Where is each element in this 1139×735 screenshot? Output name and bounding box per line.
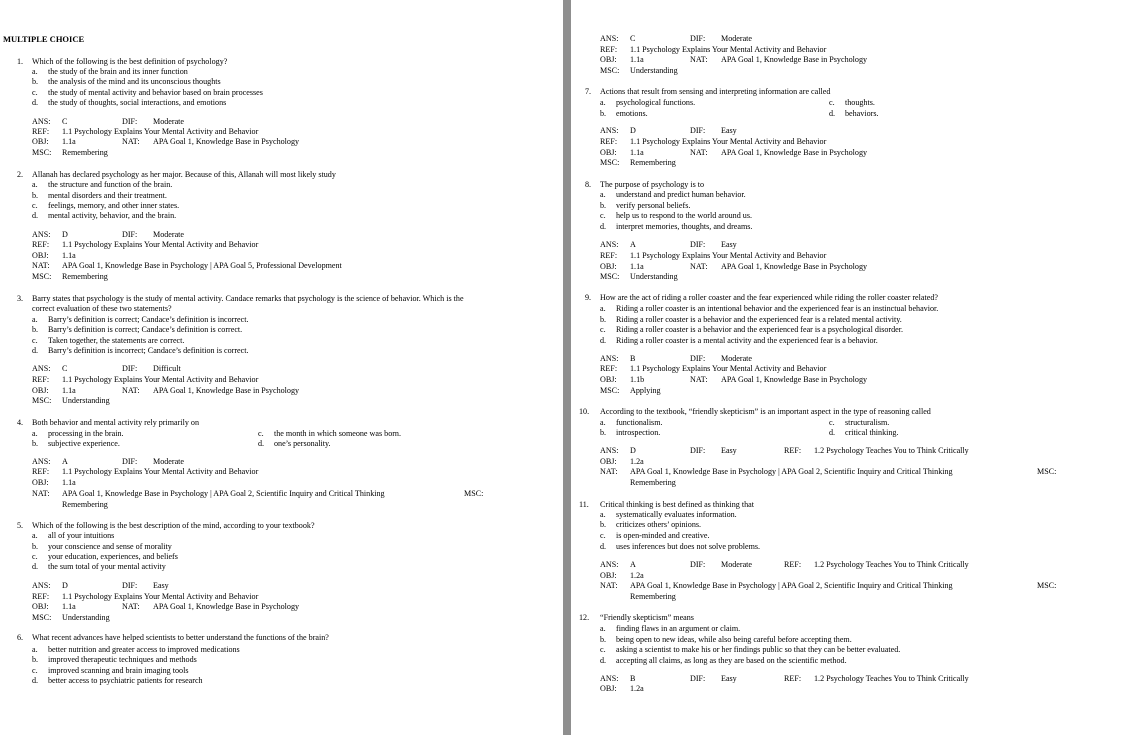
meta-value: 1.2 Psychology Teaches You to Think Critically	[814, 446, 969, 455]
option-text: Riding a roller coaster is a behavior and the experienced fear is a psychological disorder.	[616, 325, 903, 334]
option-letter: a.	[600, 510, 606, 519]
meta-value: APA Goal 1, Knowledge Base in Psychology	[721, 375, 868, 384]
option-letter: c.	[600, 531, 606, 540]
option-text: the study of mental activity and behavior based on brain processes	[48, 88, 263, 97]
meta-label: NAT:	[122, 602, 140, 611]
question-number: 1.	[17, 57, 24, 66]
meta-label: NAT:	[690, 55, 708, 64]
meta-value: 1.1a	[62, 478, 76, 487]
option-letter: b.	[600, 109, 607, 118]
meta-value: Moderate	[153, 230, 185, 239]
meta-value: 1.1 Psychology Explains Your Mental Activity and Behavior	[62, 127, 259, 136]
question-stem: The purpose of psychology is to	[600, 180, 705, 189]
option-letter: c.	[32, 201, 38, 210]
option-letter: d.	[32, 676, 39, 685]
meta-value: C	[62, 117, 68, 126]
option-letter: b.	[600, 428, 607, 437]
meta-value: 1.1 Psychology Explains Your Mental Activity and Behavior	[62, 592, 259, 601]
meta-value: 1.2 Psychology Teaches You to Think Critically	[814, 674, 969, 683]
option-text: your education, experiences, and beliefs	[48, 552, 178, 561]
meta-value: 1.1a	[62, 251, 76, 260]
option-text: the analysis of the mind and its unconscious thoughts	[48, 77, 221, 86]
option-text: Riding a roller coaster is an intentional behavior and the experienced fear is an instinctual behavior.	[616, 304, 939, 313]
meta-value: Moderate	[721, 354, 753, 363]
meta-label: REF:	[600, 364, 618, 373]
question-number: 12.	[579, 613, 590, 622]
meta-value: Moderate	[153, 117, 185, 126]
meta-label: ANS:	[32, 364, 51, 373]
option-text: interpret memories, thoughts, and dreams.	[616, 222, 753, 231]
option-text: understand and predict human behavior.	[616, 190, 746, 199]
meta-label: DIF:	[690, 126, 706, 135]
option-text: mental activity, behavior, and the brain.	[48, 211, 177, 220]
option-letter: d.	[600, 656, 607, 665]
option-text: being open to new ideas, while also being careful before accepting them.	[616, 635, 852, 644]
msc-value: Remembering	[630, 591, 676, 601]
meta-label: REF:	[784, 560, 802, 569]
meta-label: REF:	[32, 375, 50, 384]
meta-value: 1.1a	[630, 148, 644, 157]
meta-label: OBJ:	[600, 457, 617, 466]
meta-label: REF:	[600, 251, 618, 260]
meta-label: REF:	[784, 446, 802, 455]
meta-value: 1.1 Psychology Explains Your Mental Activity and Behavior	[62, 467, 259, 476]
option-text: thoughts.	[845, 98, 875, 107]
question-stem: Allanah has declared psychology as her major. Because of this, Allanah will most likely study	[32, 170, 336, 179]
option-text: is open-minded and creative.	[616, 531, 710, 540]
meta-value: C	[630, 34, 636, 43]
meta-label: MSC:	[600, 158, 620, 167]
meta-label: OBJ:	[600, 571, 617, 580]
option-text: behaviors.	[845, 109, 879, 118]
meta-label: NAT:	[122, 137, 140, 146]
page-separator	[563, 0, 571, 735]
option-text: Barry’s definition is correct; Candace’s definition is correct.	[48, 325, 243, 334]
meta-value: Moderate	[721, 560, 753, 569]
meta-value: Difficult	[153, 364, 181, 373]
meta-label: DIF:	[122, 364, 138, 373]
meta-label: MSC:	[32, 613, 52, 622]
meta-value: D	[630, 126, 636, 135]
option-letter: b.	[600, 635, 607, 644]
option-letter: d.	[32, 211, 39, 220]
meta-label: DIF:	[122, 117, 138, 126]
option-text: Riding a roller coaster is a mental activity and the experienced fear is a behavior.	[616, 336, 878, 345]
meta-value: 1.2a	[630, 571, 644, 580]
option-text: Taken together, the statements are correct.	[48, 336, 185, 345]
meta-value: D	[62, 230, 68, 239]
question-stem: Critical thinking is best defined as thinking that	[600, 500, 754, 509]
option-text: improved scanning and brain imaging tools	[48, 666, 189, 675]
option-letter: a.	[32, 180, 38, 189]
section-heading: MULTIPLE CHOICE	[3, 34, 85, 44]
meta-label: MSC:	[600, 272, 620, 281]
option-text: Barry’s definition is correct; Candace’s definition is incorrect.	[48, 315, 249, 324]
option-letter: b.	[600, 201, 607, 210]
question-stem: Both behavior and mental activity rely primarily on	[32, 418, 200, 427]
option-letter: d.	[600, 542, 607, 551]
option-letter: a.	[32, 645, 38, 654]
meta-label: DIF:	[690, 674, 706, 683]
meta-value: Remembering	[62, 148, 108, 157]
option-letter: d.	[258, 439, 265, 448]
meta-label: MSC:	[32, 396, 52, 405]
option-text: critical thinking.	[845, 428, 899, 437]
option-letter: d.	[600, 336, 607, 345]
meta-value: 1.1 Psychology Explains Your Mental Activity and Behavior	[630, 364, 827, 373]
meta-label: OBJ:	[32, 386, 49, 395]
option-letter: a.	[32, 429, 38, 438]
question-stem: Barry states that psychology is the study of mental activity. Candace remarks that psychology is the science of behavior. Which is the	[32, 294, 464, 303]
meta-value: Understanding	[630, 66, 678, 75]
question-number: 10.	[579, 407, 590, 416]
meta-value: B	[630, 674, 636, 683]
meta-label: ANS:	[600, 560, 619, 569]
meta-value: APA Goal 1, Knowledge Base in Psychology	[153, 137, 300, 146]
option-text: processing in the brain.	[48, 429, 124, 438]
meta-value: 1.2a	[630, 457, 644, 466]
meta-label: ANS:	[600, 34, 619, 43]
meta-label: NAT:	[32, 261, 50, 270]
meta-value: 1.1b	[630, 375, 645, 384]
option-letter: c.	[32, 666, 38, 675]
option-letter: b.	[600, 520, 607, 529]
meta-value: Easy	[721, 446, 737, 455]
question-number: 11.	[579, 500, 589, 509]
question-number: 4.	[17, 418, 24, 427]
meta-value: APA Goal 1, Knowledge Base in Psychology	[721, 262, 868, 271]
question-stem: correct evaluation of these two statements?	[32, 304, 172, 313]
meta-label: ANS:	[600, 126, 619, 135]
meta-value: 1.1 Psychology Explains Your Mental Activity and Behavior	[630, 45, 827, 54]
question-number: 3.	[17, 294, 24, 303]
meta-label: DIF:	[690, 446, 706, 455]
option-letter: a.	[32, 315, 38, 324]
option-letter: c.	[600, 325, 606, 334]
meta-value: APA Goal 1, Knowledge Base in Psychology | APA Goal 2, Scientific Inquiry and Critical Thinking	[62, 489, 385, 498]
meta-label: NAT:	[690, 262, 708, 271]
option-text: emotions.	[616, 109, 648, 118]
option-letter: c.	[32, 88, 38, 97]
meta-value: 1.1a	[630, 55, 644, 64]
meta-value: A	[630, 560, 636, 569]
meta-value: Applying	[630, 386, 661, 395]
option-text: accepting all claims, as long as they are based on the scientific method.	[616, 656, 847, 665]
meta-label: NAT:	[690, 148, 708, 157]
option-text: uses inferences but does not solve problems.	[616, 542, 761, 551]
question-number: 7.	[585, 87, 592, 96]
option-letter: c.	[258, 429, 264, 438]
meta-label: MSC:	[32, 272, 52, 281]
option-text: verify personal beliefs.	[616, 201, 691, 210]
question-number: 9.	[585, 293, 592, 302]
option-letter: a.	[32, 531, 38, 540]
option-text: asking a scientist to make his or her findings public so that they can be better evaluated.	[616, 645, 901, 654]
meta-label: OBJ:	[32, 137, 49, 146]
option-text: Barry’s definition is incorrect; Candace’s definition is correct.	[48, 346, 249, 355]
meta-value: Easy	[721, 674, 737, 683]
msc-label: MSC:	[464, 489, 484, 498]
page-right	[571, 0, 1139, 735]
option-text: one’s personality.	[274, 439, 331, 448]
meta-label: REF:	[32, 127, 50, 136]
option-letter: a.	[600, 98, 606, 107]
meta-value: 1.2 Psychology Teaches You to Think Critically	[814, 560, 969, 569]
question-stem: Actions that result from sensing and interpreting information are called	[600, 87, 831, 96]
meta-label: NAT:	[122, 386, 140, 395]
option-letter: d.	[600, 222, 607, 231]
option-text: the sum total of your mental activity	[48, 562, 166, 571]
meta-label: REF:	[32, 592, 50, 601]
meta-value: 1.1 Psychology Explains Your Mental Activity and Behavior	[630, 251, 827, 260]
meta-value: Understanding	[62, 613, 110, 622]
option-letter: c.	[32, 336, 38, 345]
option-letter: b.	[32, 191, 39, 200]
option-text: mental disorders and their treatment.	[48, 191, 167, 200]
option-text: better access to psychiatric patients for research	[48, 676, 203, 685]
option-letter: c.	[600, 645, 606, 654]
option-letter: d.	[829, 109, 836, 118]
meta-label: REF:	[32, 240, 50, 249]
option-letter: a.	[32, 67, 38, 76]
meta-label: MSC:	[32, 148, 52, 157]
meta-label: ANS:	[32, 117, 51, 126]
option-letter: a.	[600, 190, 606, 199]
meta-label: REF:	[32, 467, 50, 476]
meta-label: DIF:	[690, 354, 706, 363]
meta-value: 1.1a	[62, 137, 76, 146]
page-left	[0, 0, 563, 735]
meta-value: 1.1 Psychology Explains Your Mental Activity and Behavior	[62, 375, 259, 384]
meta-label: DIF:	[122, 457, 138, 466]
option-text: criticizes others’ opinions.	[616, 520, 702, 529]
option-text: feelings, memory, and other inner states.	[48, 201, 180, 210]
option-letter: c.	[829, 418, 835, 427]
msc-label: MSC:	[1037, 581, 1057, 590]
meta-value: D	[630, 446, 636, 455]
meta-value: 1.1 Psychology Explains Your Mental Activity and Behavior	[62, 240, 259, 249]
meta-label: MSC:	[600, 386, 620, 395]
option-text: help us to respond to the world around us.	[616, 211, 753, 220]
meta-label: DIF:	[690, 240, 706, 249]
option-letter: b.	[32, 77, 39, 86]
meta-label: ANS:	[600, 354, 619, 363]
option-text: the study of thoughts, social interactions, and emotions	[48, 98, 227, 107]
meta-label: REF:	[784, 674, 802, 683]
option-letter: d.	[829, 428, 836, 437]
meta-label: ANS:	[32, 230, 51, 239]
option-text: the study of the brain and its inner function	[48, 67, 188, 76]
question-number: 2.	[17, 170, 24, 179]
meta-label: ANS:	[600, 674, 619, 683]
question-number: 6.	[17, 633, 24, 642]
meta-value: Remembering	[630, 158, 676, 167]
meta-value: C	[62, 364, 68, 373]
option-letter: c.	[829, 98, 835, 107]
option-text: subjective experience.	[48, 439, 120, 448]
meta-label: OBJ:	[600, 262, 617, 271]
meta-label: OBJ:	[600, 148, 617, 157]
option-letter: a.	[600, 418, 606, 427]
option-letter: b.	[600, 315, 607, 324]
question-number: 5.	[17, 521, 24, 530]
option-letter: b.	[32, 542, 39, 551]
meta-value: Easy	[721, 240, 737, 249]
question-stem: Which of the following is the best definition of psychology?	[32, 57, 228, 66]
meta-label: OBJ:	[600, 375, 617, 384]
meta-value: A	[62, 457, 68, 466]
meta-label: ANS:	[600, 446, 619, 455]
meta-label: DIF:	[122, 230, 138, 239]
meta-label: OBJ:	[32, 478, 49, 487]
meta-value: Remembering	[62, 272, 108, 281]
meta-value: APA Goal 1, Knowledge Base in Psychology | APA Goal 5, Professional Development	[62, 261, 342, 270]
question-stem: According to the textbook, “friendly skepticism” is an important aspect in the type of reasoning called	[600, 407, 931, 416]
option-text: Riding a roller coaster is a behavior and the experienced fear is a related mental activity.	[616, 315, 902, 324]
meta-label: NAT:	[690, 375, 708, 384]
meta-value: B	[630, 354, 636, 363]
meta-value: D	[62, 581, 68, 590]
meta-value: APA Goal 1, Knowledge Base in Psychology	[721, 55, 868, 64]
meta-value: Understanding	[630, 272, 678, 281]
meta-value: APA Goal 1, Knowledge Base in Psychology	[721, 148, 868, 157]
option-text: the structure and function of the brain.	[48, 180, 173, 189]
question-stem: How are the act of riding a roller coaster and the fear experienced while riding the roller coaster related?	[600, 293, 938, 302]
meta-value: APA Goal 1, Knowledge Base in Psychology	[153, 602, 300, 611]
meta-label: NAT:	[600, 581, 618, 590]
meta-value: A	[630, 240, 636, 249]
msc-value: Remembering	[630, 477, 676, 487]
option-letter: b.	[32, 439, 39, 448]
option-text: better nutrition and greater access to improved medications	[48, 645, 240, 654]
option-letter: c.	[32, 552, 38, 561]
option-letter: b.	[32, 655, 39, 664]
meta-label: NAT:	[600, 467, 618, 476]
meta-value: Easy	[153, 581, 169, 590]
question-number: 8.	[585, 180, 592, 189]
option-text: structuralism.	[845, 418, 890, 427]
option-letter: b.	[32, 325, 39, 334]
msc-value: Remembering	[62, 499, 108, 509]
meta-value: Moderate	[721, 34, 753, 43]
msc-label: MSC:	[1037, 467, 1057, 476]
meta-value: 1.1a	[630, 262, 644, 271]
meta-value: 1.2a	[630, 684, 644, 693]
meta-label: MSC:	[600, 66, 620, 75]
meta-label: ANS:	[600, 240, 619, 249]
meta-value: Easy	[721, 126, 737, 135]
meta-label: OBJ:	[32, 602, 49, 611]
meta-label: NAT:	[32, 489, 50, 498]
option-letter: d.	[32, 98, 39, 107]
option-text: your conscience and sense of morality	[48, 542, 172, 551]
option-text: functionalism.	[616, 418, 663, 427]
option-text: psychological functions.	[616, 98, 696, 107]
option-letter: d.	[32, 346, 39, 355]
meta-label: OBJ:	[600, 684, 617, 693]
meta-label: DIF:	[690, 34, 706, 43]
question-stem: What recent advances have helped scientists to better understand the functions of the brain?	[32, 633, 329, 642]
meta-value: 1.1a	[62, 386, 76, 395]
option-text: improved therapeutic techniques and methods	[48, 655, 197, 664]
option-text: finding flaws in an argument or claim.	[616, 624, 741, 633]
meta-label: OBJ:	[32, 251, 49, 260]
meta-value: APA Goal 1, Knowledge Base in Psychology	[153, 386, 300, 395]
question-stem: “Friendly skepticism” means	[600, 613, 694, 622]
option-letter: a.	[600, 624, 606, 633]
meta-label: REF:	[600, 45, 618, 54]
meta-value: 1.1 Psychology Explains Your Mental Activity and Behavior	[630, 137, 827, 146]
meta-value: Understanding	[62, 396, 110, 405]
meta-label: REF:	[600, 137, 618, 146]
option-letter: c.	[600, 211, 606, 220]
meta-value: APA Goal 1, Knowledge Base in Psychology | APA Goal 2, Scientific Inquiry and Critical Thinking	[630, 581, 953, 590]
question-stem: Which of the following is the best description of the mind, according to your textbook?	[32, 521, 315, 530]
option-text: systematically evaluates information.	[616, 510, 737, 519]
meta-value: 1.1a	[62, 602, 76, 611]
option-text: all of your intuitions	[48, 531, 115, 540]
option-letter: a.	[600, 304, 606, 313]
meta-value: APA Goal 1, Knowledge Base in Psychology | APA Goal 2, Scientific Inquiry and Critical Thinking	[630, 467, 953, 476]
meta-label: ANS:	[32, 457, 51, 466]
meta-value: Moderate	[153, 457, 185, 466]
option-text: introspection.	[616, 428, 661, 437]
meta-label: OBJ:	[600, 55, 617, 64]
meta-label: ANS:	[32, 581, 51, 590]
meta-label: DIF:	[122, 581, 138, 590]
option-letter: d.	[32, 562, 39, 571]
option-text: the month in which someone was born.	[274, 429, 402, 438]
meta-label: DIF:	[690, 560, 706, 569]
